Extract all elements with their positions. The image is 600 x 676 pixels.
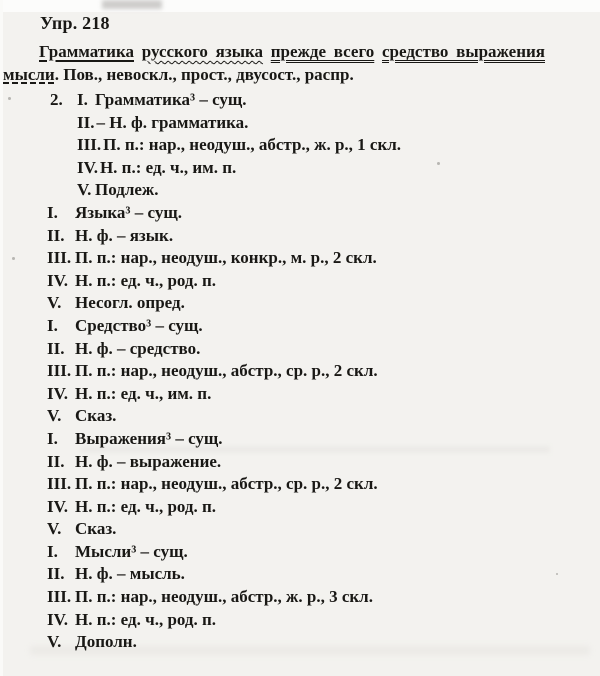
analysis-text: Сказ.	[75, 406, 117, 426]
analysis-line	[0, 360, 600, 383]
analysis-text: Н. п.: ед. ч., род. п.	[75, 496, 217, 516]
roman-numeral: II.	[47, 338, 65, 358]
analysis-text: Выражения³ – сущ.	[75, 428, 223, 448]
analysis-line	[0, 179, 600, 202]
roman-numeral: II.	[47, 451, 65, 471]
roman-numeral: I.	[47, 541, 58, 561]
roman-numeral: I.	[47, 315, 58, 335]
roman-numeral: I.	[77, 90, 88, 109]
analysis-line	[0, 225, 600, 248]
analysis-line	[0, 541, 600, 564]
analysis-line	[0, 473, 600, 496]
analysis-line	[0, 563, 600, 586]
analysis-text: Подлеж.	[95, 180, 159, 200]
analysis-line	[0, 270, 600, 293]
roman-numeral: V.	[47, 632, 62, 652]
analysis-line	[0, 157, 600, 180]
analysis-text: Языка³ – сущ.	[75, 202, 182, 222]
morphological-analysis-list	[0, 89, 600, 654]
sentence-line-1	[39, 41, 586, 64]
analysis-text: Средство³ – сущ.	[75, 315, 203, 335]
analysis-text: Н. ф. – выражение.	[75, 451, 222, 471]
analysis-text: Грамматика³ – сущ.	[95, 90, 247, 109]
roman-numeral: III.	[47, 361, 72, 381]
analysis-text: П. п.: нар., неодуш., абстр., ж. р., 3 скл.	[75, 587, 373, 607]
sentence-line-2	[3, 64, 600, 87]
analysis-line	[0, 428, 600, 451]
analysis-text: Дополн.	[75, 632, 137, 652]
analysis-text: Сказ.	[75, 519, 117, 539]
exercise-title: Упр. 218	[40, 13, 110, 33]
sentence-subject-word: Грамматика	[39, 42, 134, 61]
analysis-line	[0, 631, 600, 654]
sentence-object-word: мысли	[3, 64, 55, 84]
analysis-text: Н. ф. – средство.	[75, 338, 201, 358]
analysis-line	[0, 247, 600, 270]
item-number: 2.	[50, 90, 63, 109]
analysis-text: Н. ф. – язык.	[75, 225, 174, 245]
roman-numeral: III.	[47, 587, 72, 607]
analysis-line	[0, 89, 600, 112]
analysis-text: Мысли³ – сущ.	[75, 541, 188, 561]
analysis-line	[0, 338, 600, 361]
analysis-line	[0, 202, 600, 225]
analysis-line	[0, 292, 600, 315]
roman-numeral: III.	[47, 248, 72, 268]
roman-numeral: V.	[47, 293, 62, 313]
analysis-line	[0, 112, 600, 135]
roman-numeral: V.	[47, 519, 62, 539]
analysis-line	[0, 451, 600, 474]
sentence-predicate-part-1: прежде всего	[270, 42, 375, 61]
sentence-characteristics: . Пов., невоскл., прост., двусост., распр.	[54, 64, 354, 84]
analysis-line	[0, 134, 600, 157]
roman-numeral: II.	[47, 564, 65, 584]
roman-numeral: V.	[47, 406, 62, 426]
roman-numeral: III.	[77, 135, 102, 155]
analysis-line	[0, 609, 600, 632]
roman-numeral: II.	[47, 225, 65, 245]
analysis-text: Н. ф. – мысль.	[75, 564, 185, 584]
sentence-predicate-part-2: средство выражения	[382, 42, 545, 61]
roman-numeral: IV.	[47, 609, 68, 629]
roman-numeral: IV.	[47, 383, 68, 403]
analysis-text: П. п.: нар., неодуш., конкр., м. р., 2 скл.	[75, 248, 377, 268]
analysis-text: Н. п.: ед. ч., род. п.	[75, 609, 217, 629]
analysis-line	[0, 518, 600, 541]
analysis-text: – Н. ф. грамматика.	[96, 112, 249, 132]
analysis-line	[0, 405, 600, 428]
roman-numeral: II.	[77, 112, 95, 132]
analysis-text: Н. п.: ед. ч., род. п.	[75, 270, 217, 290]
roman-numeral: I.	[47, 202, 58, 222]
roman-numeral: V.	[77, 180, 92, 200]
parsed-sentence	[0, 41, 600, 86]
roman-numeral: III.	[47, 474, 72, 494]
roman-numeral: IV.	[47, 270, 68, 290]
analysis-text: П. п.: нар., неодуш., абстр., ж. р., 1 скл.	[103, 135, 402, 155]
roman-numeral: I.	[47, 428, 58, 448]
analysis-text: Н. п.: ед. ч., им. п.	[75, 383, 212, 403]
analysis-line	[0, 315, 600, 338]
analysis-line	[0, 496, 600, 519]
analysis-text: Несогл. опред.	[75, 293, 185, 313]
analysis-line	[0, 383, 600, 406]
roman-numeral: IV.	[77, 157, 98, 177]
analysis-text: П. п.: нар., неодуш., абстр., ср. р., 2 скл.	[75, 361, 378, 381]
roman-numeral: IV.	[47, 496, 68, 516]
analysis-line	[0, 586, 600, 609]
analysis-text: Н. п.: ед. ч., им. п.	[99, 157, 237, 177]
analysis-text: П. п.: нар., неодуш., абстр., ср. р., 2 скл.	[75, 474, 378, 494]
sentence-attribute-phrase: русского языка	[141, 42, 264, 61]
